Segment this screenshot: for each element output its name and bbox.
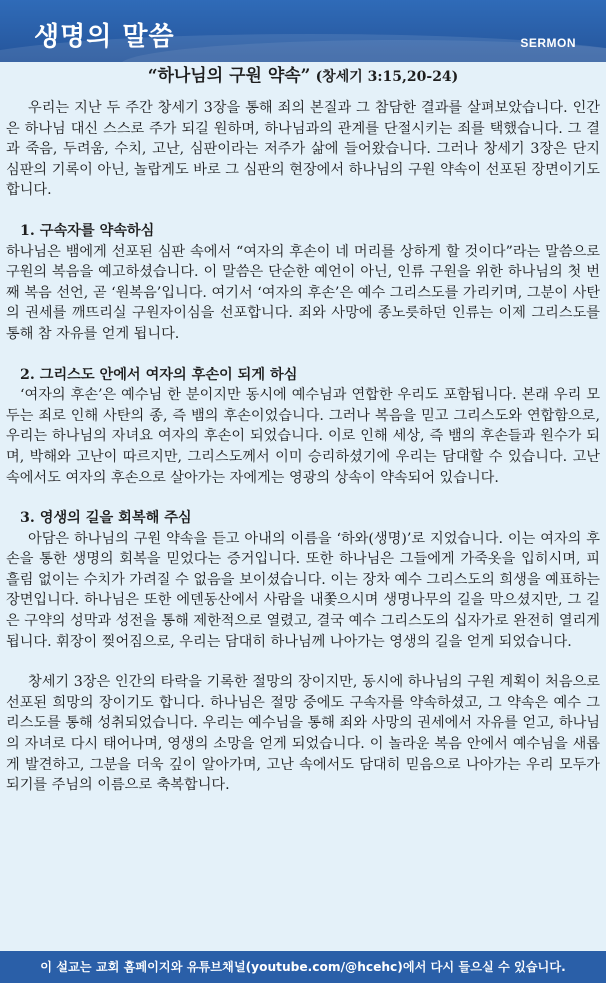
- section-body-2: ‘여자의 후손’은 예수님 한 분이지만 동시에 예수님과 연합한 우리도 포함됩니다. 본래 우리 모두는 죄로 인해 사탄의 종, 즉 뱀의 후손이었습니다. 그러나 복음을 믿고 그리스도와 연합함으로, 우리는 하나님의 자녀요 여자의 후손이 되었습니다. 이로 인해 세상, 즉 뱀의 후손들과 원수가 되며, 박해와 고난이 따르지만, 그리스도께서 이미 승리하셨기에 우리는 담대할 수 있습니다. 고난 속에서도 여자의 후손으로 살아가는 자에게는 영광의 상속이 약속되어 있습니다.: [6, 387, 600, 486]
- header-banner: [0, 0, 606, 62]
- section-body-1: 하나님은 뱀에게 선포된 심판 속에서 “여자의 후손이 네 머리를 상하게 할 것이다”라는 말씀으로 구원의 복음을 예고하셨습니다. 이 말씀은 단순한 예언이 아닌, 인류 구원을 위한 하나님의 첫 번째 복음 선언, 곧 ‘원복음’입니다. 여기서 ‘여자의 후손’은 예수 그리스도를 가리키며, 그분이 사탄의 권세를 깨뜨리실 구원자이심을 선포합니다. 죄와 사망에 종노릇하던 인류는 이제 그리스도를 통해 참 자유를 얻게 됩니다.: [6, 243, 600, 342]
- sermon-body: [6, 98, 600, 796]
- spacer: [6, 488, 600, 508]
- section-body-3: 아담은 하나님의 구원 약속을 듣고 아내의 이름을 ‘하와(생명)’로 지었습니다. 이는 여자의 후손을 통한 생명의 회복을 믿었다는 증거입니다. 또한 하나님은 그들에게 가죽옷을 입히시며, 피 흘림 없이는 수치가 가려질 수 없음을 보이셨습니다. 이는 장차 예수 그리스도의 희생을 예표하는 장면입니다. 하나님은 또한 에덴동산에서 사람을 내쫓으시며 생명나무의 길을 막으셨지만, 그 길은 구약의 성막과 성전을 통해 제한적으로 열렸고, 결국 예수 그리스도의 십자가로 완전히 열리게 됩니다. 휘장이 찢어짐으로, 우리는 담대히 하나님께 나아가는 영생의 길을 얻게 되었습니다.: [6, 530, 600, 650]
- sermon-title-line: [0, 64, 606, 89]
- spacer: [6, 652, 600, 672]
- sermon-label: SERMON: [520, 36, 576, 50]
- intro-paragraph: 우리는 지난 두 주간 창세기 3장을 통해 죄의 본질과 그 참담한 결과를 살펴보았습니다. 인간은 하나님 대신 스스로 주가 되길 원하며, 하나님과의 관계를 단절시키는 죄를 택했습니다. 그 결과 죽음, 두려움, 수치, 고난, 심판이라는 저주가 삶에 들어왔습니다. 그러나 창세기 3장은 단지 심판의 기록이 아닌, 놀랍게도 바로 그 심판의 현장에서 하나님의 구원 약속이 선포된 장면이기도 합니다.: [6, 100, 600, 199]
- spacer: [6, 345, 600, 365]
- section-heading-2: 2. 그리스도 안에서 여자의 후손이 되게 하심: [20, 366, 298, 383]
- sermon-title: “하나님의 구원 약속”: [147, 66, 311, 86]
- scripture-reference: (창세기 3:15,20-24): [315, 69, 459, 85]
- section-heading-3: 3. 영생의 길을 회복해 주심: [20, 510, 192, 527]
- spacer: [6, 201, 600, 221]
- section-title: 생명의 말씀: [34, 22, 175, 52]
- conclusion-paragraph: 창세기 3장은 인간의 타락을 기록한 절망의 장이지만, 동시에 하나님의 구원 계획이 처음으로 선포된 희망의 장이기도 합니다. 하나님은 절망 중에도 구속자를 약속하셨고, 그 약속은 예수 그리스도를 통해 성취되었습니다. 우리는 예수님을 통해 죄와 사망의 권세에서 자유를 얻고, 하나님의 자녀로 다시 태어나며, 영생의 소망을 얻게 되었습니다. 이 놀라운 복음 안에서 예수님을 새롭게 발견하고, 그분을 더욱 깊이 알아가며, 고난 속에서도 담대히 믿음으로 나아가는 우리 모두가 되기를 주님의 이름으로 축복합니다.: [6, 674, 600, 794]
- footer-notice: 이 설교는 교회 홈페이지와 유튜브채널(youtube.com/@hcehc)에서 다시 들으실 수 있습니다.: [0, 951, 606, 983]
- section-heading-1: 1. 구속자를 약속하심: [20, 222, 155, 239]
